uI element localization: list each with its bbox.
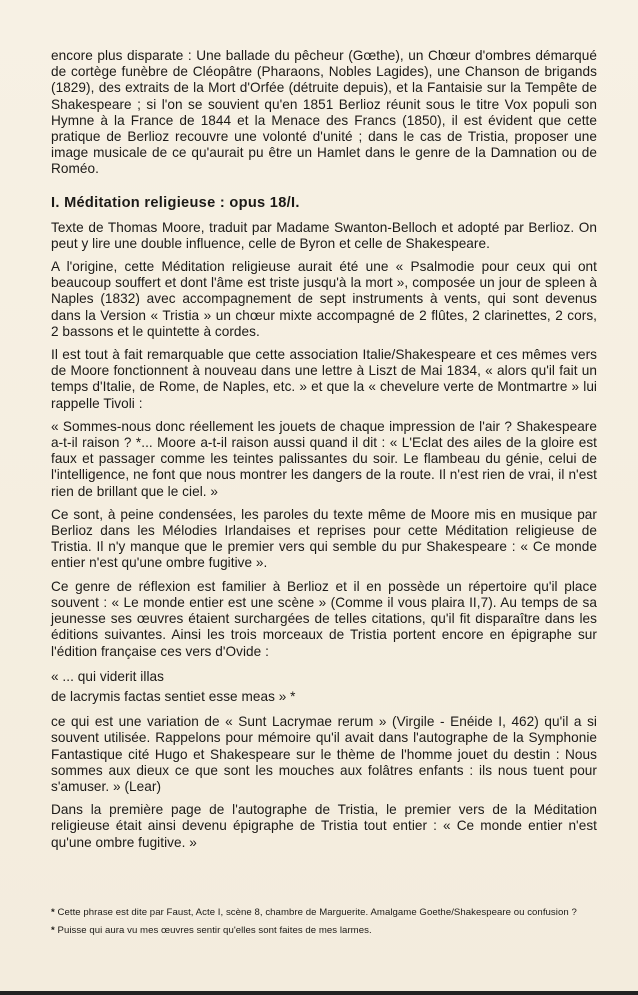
footnote-1-marker: * [51, 907, 55, 918]
footnote-2-text: Puisse qui aura vu mes œuvres sentir qu'elles sont faites de mes larmes. [57, 924, 372, 936]
footnote-1 [51, 907, 597, 919]
footnote-1-text: Cette phrase est dite par Faust, Acte I, scène 8, chambre de Marguerite. Amalgame Goethe/Shakespeare ou confusion ? [57, 907, 577, 918]
footnote-2-marker: * [51, 924, 55, 936]
footnote-2 [51, 925, 597, 937]
paragraph-letter-quote: « Sommes-nous donc réellement les jouets de chaque impression de l'air ? Shakespeare a-t-il raison ? *... Moore a-t-il raison aussi quand il dit : « L'Eclat des ailes de la gloire est faux et passager comme les teintes palissantes du soir. Le flambeau du génie, celui de l'intelligence, ne font que nous montrer les dangers de la route. Il n'est rien de vrai, il n'est rien de brillant que le ciel. » [51, 418, 597, 499]
paragraph-liszt-letter: Il est tout à fait remarquable que cette association Italie/Shakespeare et ces mêmes vers de Moore fonctionnent à nouveau dans une lettre à Liszt de Mai 1834, « alors qu'il fait un temps d'Italie, de Rome, de Naples, etc. » et que la « chevelure verte de Montmartre » lui rappelle Tivoli : [51, 347, 597, 411]
ovid-quote-line-2: de lacrymis factas sentiet esse meas » * [51, 688, 296, 704]
paragraph-origin: A l'origine, cette Méditation religieuse aurait été une « Psalmodie pour ceux qui ont beaucoup souffert et dont l'âme est triste jusqu'à la mort », composée un jour de spleen à Naples (1832) avec accompagnement de sept instruments à vents, qui sont devenus dans la Version « Tristia » un chœur mixte accompagné de 2 flûtes, 2 clarinettes, 2 cors, 2 bassons et le quintette à cordes. [51, 259, 597, 339]
section-heading: I. Méditation religieuse : opus 18/I. [51, 194, 300, 211]
footnotes [51, 907, 597, 936]
paragraph-moore-words: Ce sont, à peine condensées, les paroles du texte même de Moore mis en musique par Berlioz dans les Mélodies Irlandaises et reprises pour cette Méditation religieuse de Tristia. Il n'y manque que le premier vers qui semble du pur Shakespeare : « Ce monde entier n'est qu'une ombre fugitive ». [51, 506, 597, 571]
ovid-quote-line-1: « ... qui viderit illas [51, 668, 164, 684]
page-bottom-edge [0, 991, 638, 995]
paragraph-text-source: Texte de Thomas Moore, traduit par Madame Swanton-Belloch et adopté par Berlioz. On peut y lire une double influence, celle de Byron et celle de Shakespeare. [51, 219, 597, 251]
paragraph-variation: ce qui est une variation de « Sunt Lacrymae rerum » (Virgile - Enéide I, 462) qu'il a si souvent utilisée. Rappelons pour mémoire qu'il avait dans l'autographe de la Symphonie Fantastique cité Hugo et Shakespeare sur le thème de l'homme jouet du destin : Nous sommes aux dieux ce que sont les mouches aux folâtres enfants : ils nous tuent pour s'amuser. » (Lear) [51, 714, 597, 794]
main-text [51, 48, 597, 851]
paragraph-intro: encore plus disparate : Une ballade du pêcheur (Gœthe), un Chœur d'ombres démarqué de cortège funèbre de Cléopâtre (Pharaons, Nobles Lagides), une Chanson de brigands (1829), des extraits de la Mort d'Orfée (détruite depuis), et la Fantaisie sur la Tempête de Shakespeare ; si l'on se souvient qu'en 1851 Berlioz réunit sous le titre Vox populi son Hymne à la France de 1844 et la Menace des Francs (1850), il est évident que cette pratique de Berlioz recouvre une volonté d'unité ; dans le cas de Tristia, proposer une image musicale de ce qu'aurait pu être un Hamlet dans le genre de la Damnation ou de Roméo. [51, 48, 597, 177]
paragraph-reflection: Ce genre de réflexion est familier à Berlioz et il en possède un répertoire qu'il place souvent : « Le monde entier est une scène » (Comme il vous plaira II,7). Au temps de sa jeunesse ses œuvres étaient surchargées de telles citations, qu'il fit disparaître dans les éditions suivantes. Ainsi les trois morceaux de Tristia portent encore en épigraphe sur l'édition française ces vers d'Ovide : [51, 578, 597, 659]
paragraph-autograph: Dans la première page de l'autographe de Tristia, le premier vers de la Méditation religieuse était ainsi devenu épigraphe de Tristia tout entier : « Ce monde entier n'est qu'une ombre fugitive. » [51, 802, 597, 850]
